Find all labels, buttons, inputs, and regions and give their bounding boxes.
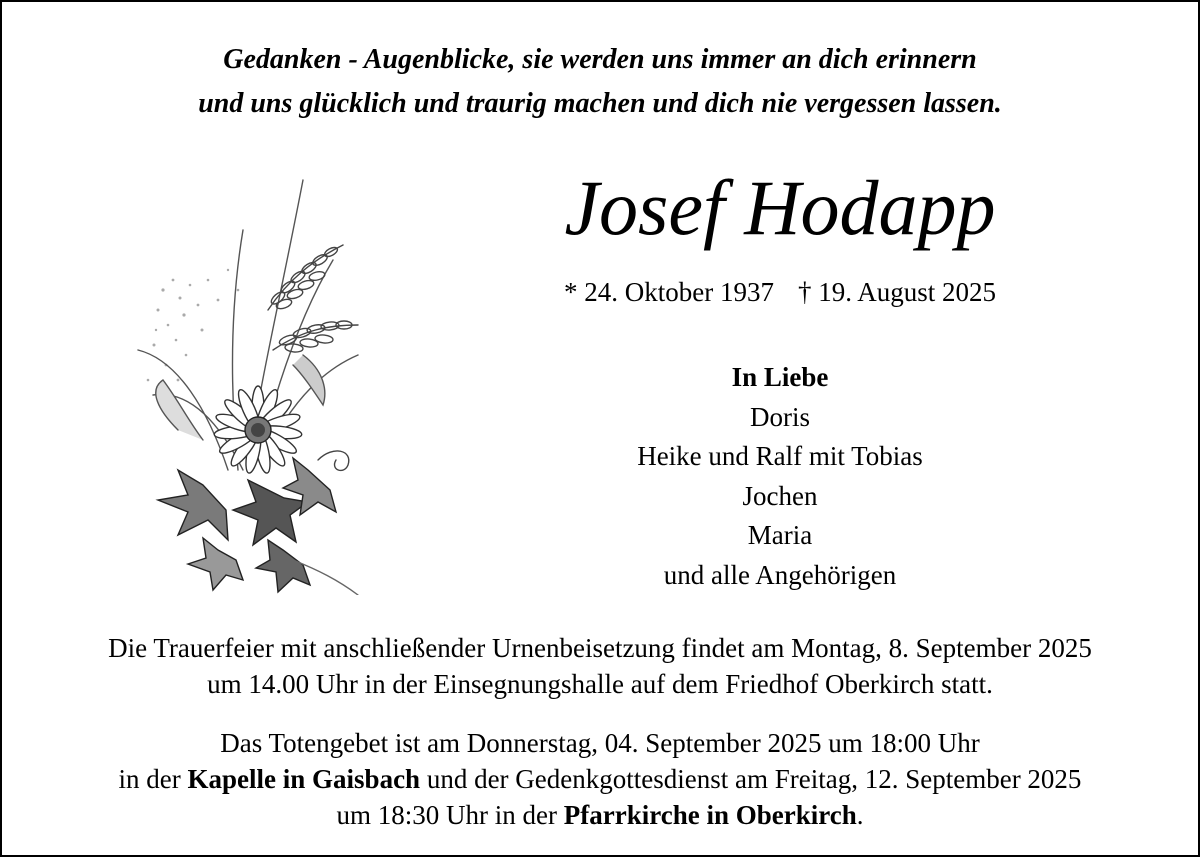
mourner-name: Heike und Ralf mit Tobias: [637, 441, 923, 472]
prayer-info: [0, 725, 1200, 833]
life-dates: [520, 274, 1040, 310]
prayer-line-1: Das Totengebet ist am Donnerstag, 04. September 2025 um 18:00 Uhr: [220, 728, 980, 758]
funeral-line-2: um 14.00 Uhr in der Einsegnungshalle auf dem Friedhof Oberkirch statt.: [207, 669, 993, 699]
quote-line-1: Gedanken - Augenblicke, sie werden uns immer an dich erinnern: [223, 44, 977, 75]
flower-bouquet-illustration: [118, 140, 398, 595]
gypsophila-dots: [147, 269, 240, 397]
mourner-name: Maria: [747, 520, 813, 551]
prayer-line-2: [0, 761, 1200, 797]
ivy-leaves: [158, 458, 336, 592]
church-location: Pfarrkirche in Oberkirch: [563, 800, 857, 830]
prayer-line-2-text: in der: [118, 764, 188, 794]
prayer-line-2-text-end: und der Gedenkgottesdienst am Freitag, 12. September 2025: [420, 764, 1082, 794]
mourner-name: und alle Angehörigen: [663, 559, 897, 590]
daisy-flower: [214, 386, 303, 474]
mourners-list: [580, 358, 980, 596]
death-date: † 19. August 2025: [797, 277, 996, 307]
birth-date: * 24. Oktober 1937: [563, 277, 774, 307]
mourners-heading: In Liebe: [731, 362, 829, 392]
prayer-line-3-text-end: .: [856, 800, 864, 830]
mourner-name: Doris: [750, 401, 810, 432]
chapel-location: Kapelle in Gaisbach: [187, 764, 421, 794]
quote-line-2: und uns glücklich und traurig machen und dich nie vergessen lassen.: [198, 88, 1002, 119]
mourner-name: Jochen: [742, 480, 818, 511]
funeral-info: [0, 630, 1200, 702]
prayer-line-3-text: um 18:30 Uhr in der: [336, 800, 564, 830]
prayer-line-3: [0, 797, 1200, 833]
deceased-name: Josef Hodapp: [564, 164, 996, 251]
funeral-line-1: Die Trauerfeier mit anschließender Urnenbeisetzung findet am Montag, 8. September 2025: [108, 633, 1092, 663]
memorial-quote: [0, 38, 1200, 126]
